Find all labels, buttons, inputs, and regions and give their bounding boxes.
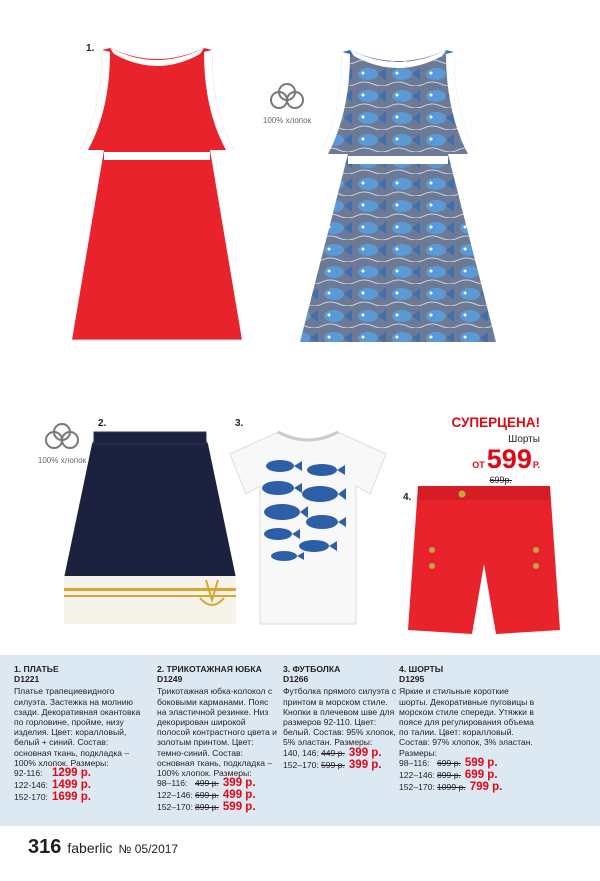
price-row — [399, 770, 539, 782]
new-price: 799 р. — [469, 780, 503, 793]
item-description: Трикотажная юбка-колокол с боковыми карманами. Пояс на эластичной резинке. Низ декорирован широкой полосой контрастного цвета и золотым принтом. Цвет: темно-синий. Состав: основная ткань, подкладка – 100% хлопок. Размеры: — [157, 686, 277, 779]
item-code: D1221 — [14, 674, 40, 685]
size-range: 152–170: — [157, 802, 193, 813]
new-price: 699 р. — [464, 768, 498, 781]
new-price: 399 р. — [348, 746, 382, 759]
item-title: 2. ТРИКОТАЖНАЯ ЮБКА — [157, 664, 262, 674]
size-range: 140, 146: — [283, 747, 319, 758]
price-row — [157, 790, 277, 802]
old-price: 699 р. — [195, 790, 219, 801]
old-price: 699 р. — [437, 757, 461, 768]
price-row — [157, 802, 277, 814]
red-dress-image — [62, 40, 252, 380]
new-price: 599 р. — [464, 756, 498, 769]
item-number-2: 2. — [98, 418, 107, 429]
item-info-skirt — [157, 664, 277, 814]
size-range: 98–116: — [157, 778, 188, 789]
promo-item: Шорты — [508, 434, 540, 445]
item-info-tshirt — [283, 664, 398, 772]
price-row — [157, 778, 277, 790]
new-price: 399 р. — [348, 758, 382, 771]
item-code: D1249 — [157, 674, 183, 685]
cotton-label: 100% хлопок — [262, 116, 312, 125]
item-description: Футболка прямого силуэта с принтом в морском стиле. Кнопки в плечевом шве для размеров 92-110. Цвет: белый. Состав: 95% хлопок, 5% эластан. Размеры: — [283, 686, 397, 748]
size-range: 152–170: — [283, 759, 319, 770]
new-price: 599 р. — [222, 801, 256, 814]
new-price: 1299 р. — [52, 767, 91, 780]
promo-currency: Р. — [532, 460, 540, 470]
brand-name: faberlic — [67, 840, 113, 856]
item-title: 1. ПЛАТЬЕ — [14, 664, 59, 674]
price-row — [283, 760, 398, 772]
promo-block — [420, 415, 540, 485]
price-row — [399, 782, 539, 794]
item-code: D1266 — [283, 674, 309, 685]
new-price: 1699 р. — [52, 791, 91, 804]
promo-title: СУПЕРЦЕНА! — [451, 415, 540, 430]
new-price: 1499 р. — [52, 779, 91, 792]
item-number-3: 3. — [235, 418, 244, 429]
old-price: 899 р. — [195, 802, 219, 813]
new-price: 499 р. — [222, 789, 256, 802]
size-range: 92-116: — [14, 768, 43, 779]
size-range: 98–116: — [399, 757, 430, 768]
size-range: 122-146: — [14, 780, 48, 791]
item-info-shorts — [399, 664, 539, 794]
navy-skirt-image — [60, 428, 240, 628]
cotton-icon — [269, 80, 305, 116]
fish-tshirt-image — [218, 428, 398, 628]
item-number-4: 4. — [403, 492, 412, 503]
size-range: 152-170: — [14, 792, 48, 803]
item-info-dress — [14, 664, 144, 804]
size-range: 122–146: — [157, 790, 193, 801]
promo-price: 599 — [486, 444, 532, 474]
item-description: Платье трапециевидного силуэта. Застежка на молнию сзади. Декоративная окантовка по горловине, пройме, низу изделия. Цвет: коралловый, белый + синий. Состав: основная ткань, подкладка – 100% хлопок. Размеры: — [14, 686, 141, 768]
size-range: 152–170: — [399, 781, 435, 792]
promo-from: ОТ — [472, 460, 485, 470]
page-footer — [28, 836, 178, 859]
item-code: D1295 — [399, 674, 425, 685]
cotton-badge — [247, 80, 327, 125]
promo-old-price: 699р. — [489, 475, 512, 485]
item-description: Яркие и стильные короткие шорты. Декоративные пуговицы в морском стиле спереди. Утяжки в поясе для регулирования объема по талии. Цвет: коралловый. Состав: 97% хлопок, 3% эластан. Размеры: — [399, 686, 535, 758]
old-price: 499 р. — [195, 778, 219, 789]
new-price: 399 р. — [222, 777, 256, 790]
old-price: 449 р. — [321, 747, 345, 758]
old-price: 899 р. — [437, 769, 461, 780]
price-row — [14, 792, 144, 804]
red-shorts-image — [404, 480, 564, 640]
page-number: 316 — [28, 836, 62, 858]
item-number-1: 1. — [86, 43, 95, 54]
item-title: 4. ШОРТЫ — [399, 664, 444, 674]
old-price: 599 р. — [321, 759, 345, 770]
old-price: 1099 р. — [437, 781, 466, 792]
item-title: 3. ФУТБОЛКА — [283, 664, 341, 674]
cotton-label: 100% хлопок — [37, 456, 87, 465]
size-range: 122–146: — [399, 769, 435, 780]
issue-number: № 05/2017 — [118, 842, 179, 856]
price-row — [283, 748, 398, 760]
